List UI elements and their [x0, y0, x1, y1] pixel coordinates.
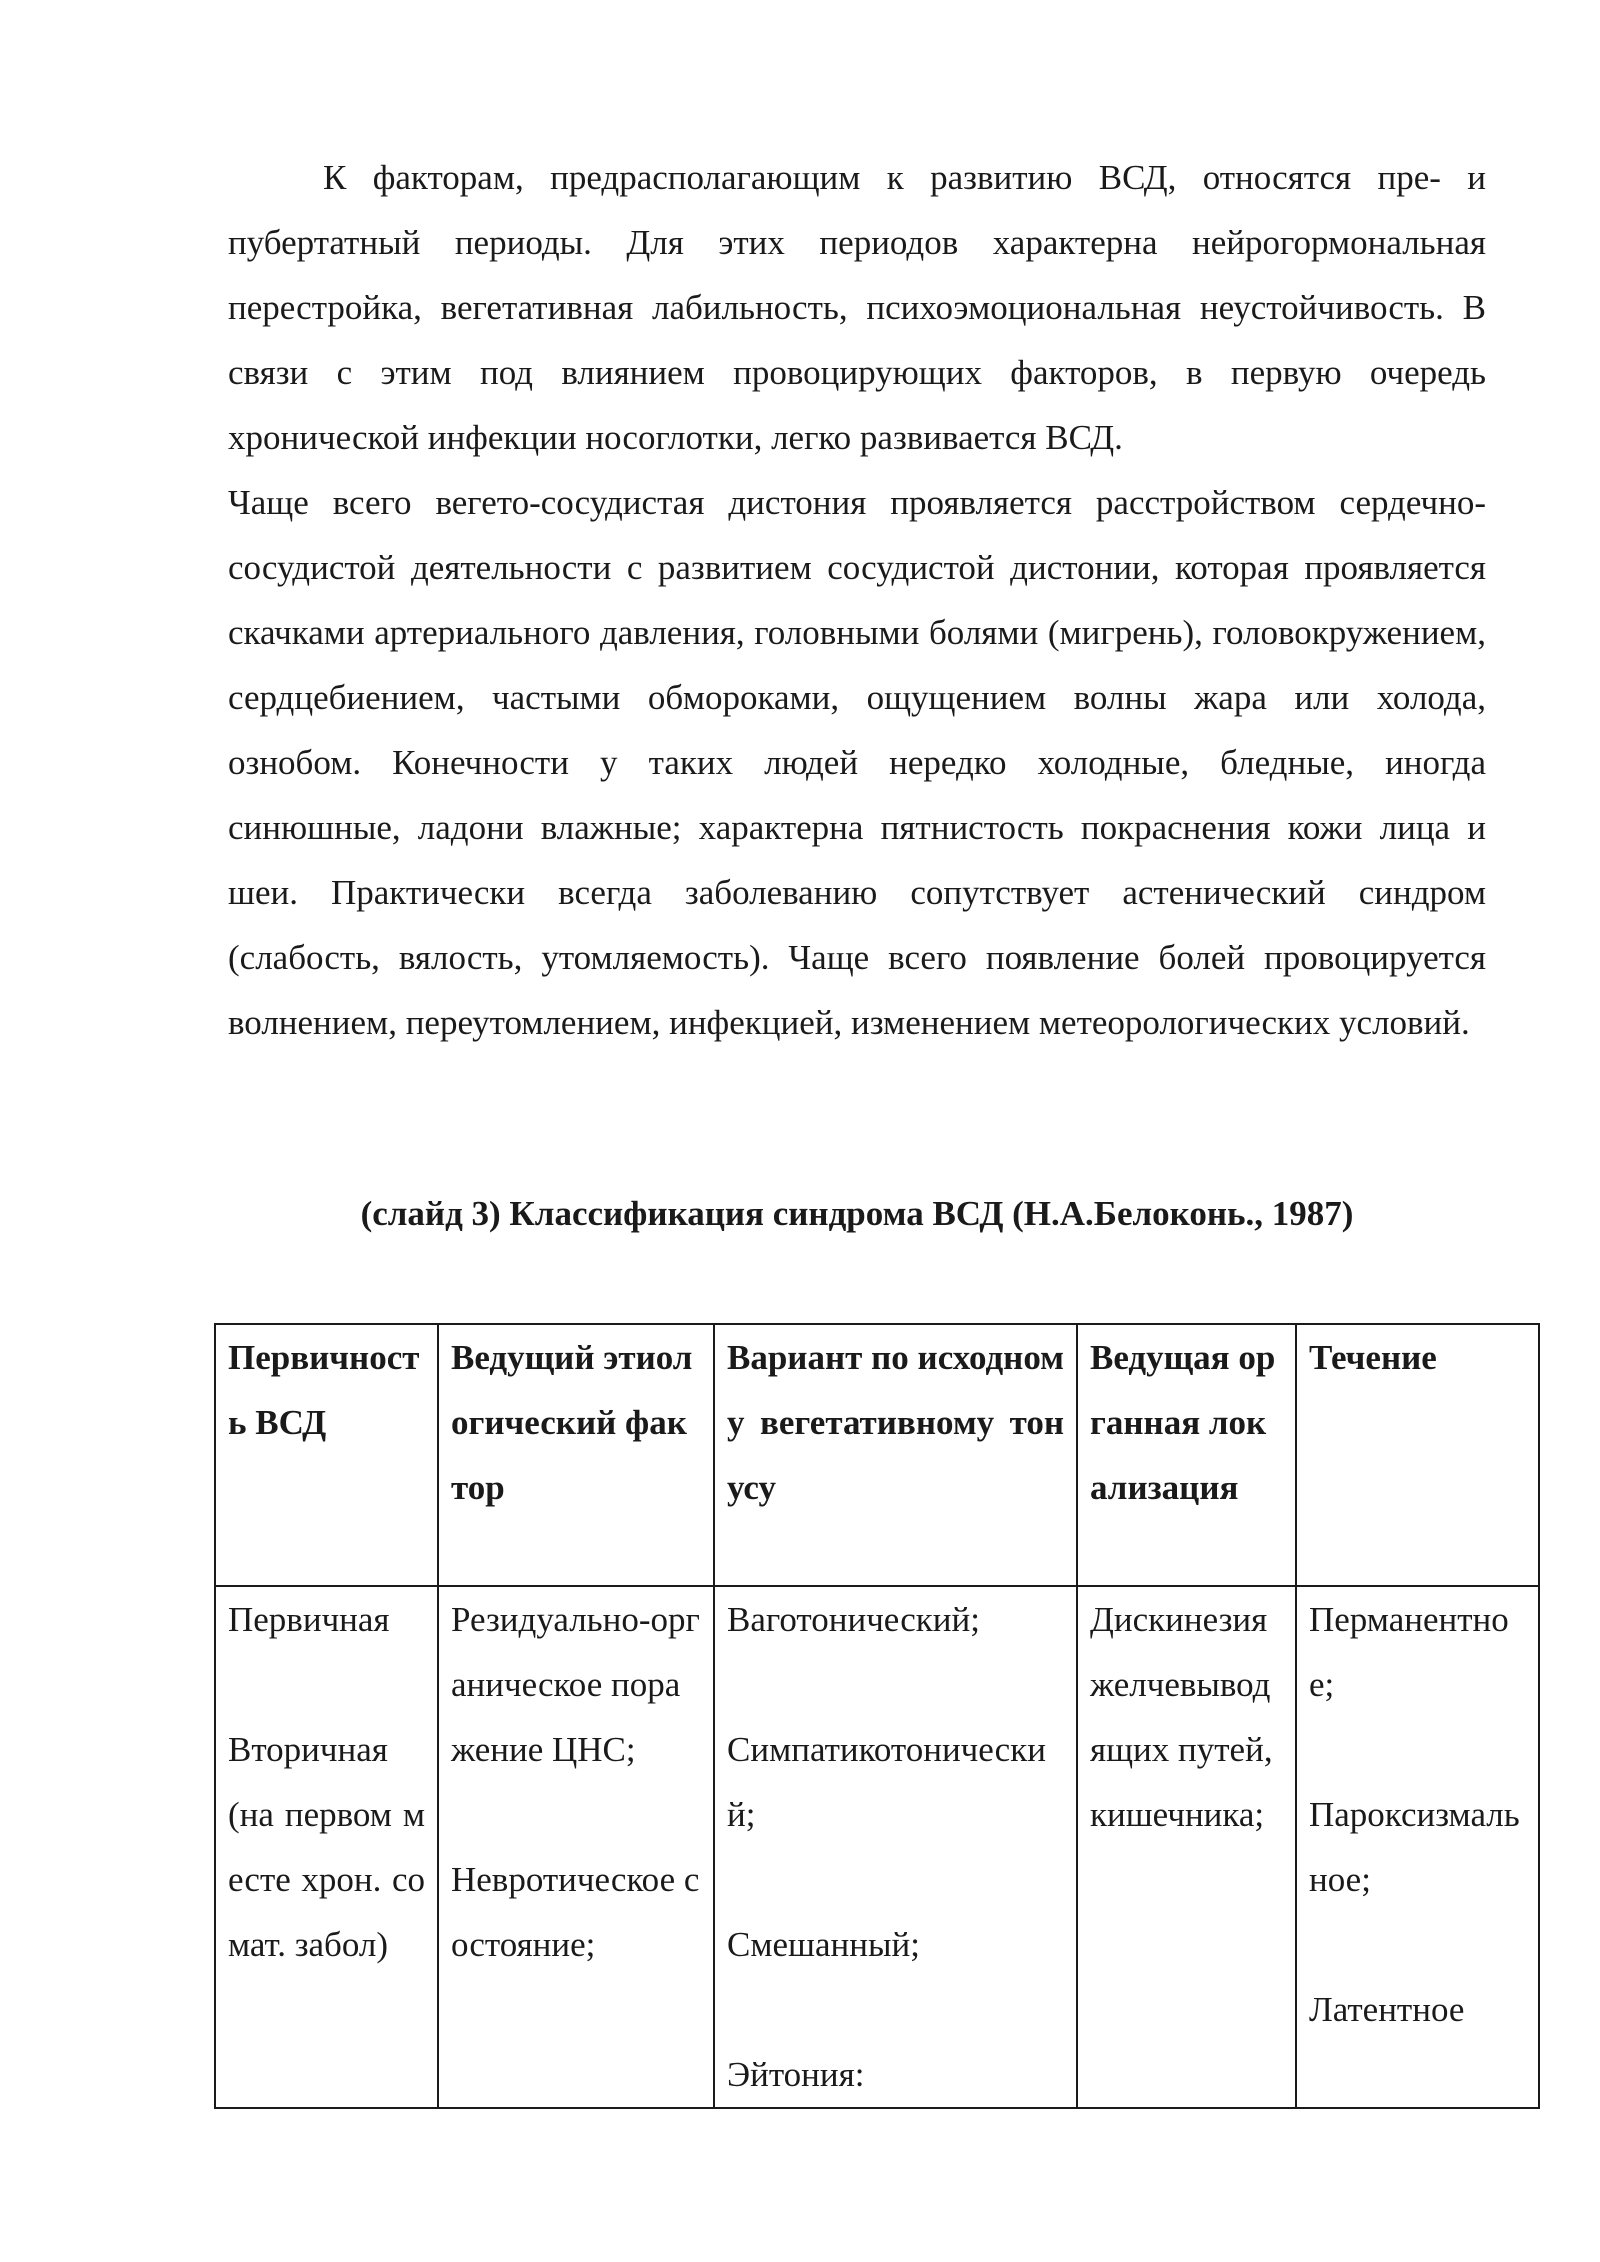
list-item: Резидуально-органическое поражение ЦНС; [451, 1600, 700, 1769]
list-item: Первичная [228, 1600, 390, 1639]
classification-heading: (слайд 3) Классификация синдрома ВСД (Н.А.Белоконь., 1987) [360, 1194, 1354, 1233]
list-item: Смешанный; [727, 1925, 920, 1964]
paragraph-risk-factors: К факторам, предрасполагающим к развитию ВСД, относятся пре- и пубертатный периоды. Для этих периодов характерна нейрогормональная перестройка, вегетативная лабильность, психоэмоциональная неустойчивость. В связи с этим под влиянием провоцирующих факторов, в первую очередь хронической инфекции носоглотки, легко развивается ВСД. [228, 158, 1486, 457]
table-row [215, 1586, 1539, 2108]
cell-course [1296, 1586, 1539, 2108]
list-item: Дискинезия желчевыводящих путей, кишечника; [1090, 1600, 1273, 1834]
list-item: Перманентное; [1309, 1600, 1509, 1704]
list-item: Невротическое состояние; [451, 1860, 700, 1964]
header-organ-localization: Ведущая органная локализация [1077, 1324, 1296, 1586]
header-etiology: Ведущий этиологический фактор [438, 1324, 714, 1586]
cell-tonus-variant [714, 1586, 1077, 2108]
cell-organ-localization [1077, 1586, 1296, 2108]
cell-etiology [438, 1586, 714, 2108]
list-item: Эйтония: [727, 2055, 865, 2094]
list-item: Латентное [1309, 1990, 1465, 2029]
list-item: Пароксизмальное; [1309, 1795, 1520, 1899]
paragraph-manifestations: Чаще всего вегето-сосудистая дистония проявляется расстройством сердечно-сосудистой деятельности с развитием сосудистой дистонии, которая проявляется скачками артериального давления, головными болями (мигрень), головокружением, сердцебиением, частыми обмороками, ощущением волны жара или холода, ознобом. Конечности у таких людей нередко холодные, бледные, иногда синюшные, ладони влажные; характерна пятнистость покраснения кожи лица и шеи. Практически всегда заболеванию сопутствует астенический синдром (слабость, вялость, утомляемость). Чаще всего появление болей провоцируется волнением, переутомлением, инфекцией, изменением метеорологических условий. [228, 483, 1486, 1042]
list-item: Ваготонический; [727, 1600, 980, 1639]
header-primary: Первичность ВСД [215, 1324, 438, 1586]
list-item: Вторичная (на первом месте хрон. сомат. забол) [228, 1730, 425, 1964]
cell-primary [215, 1586, 438, 2108]
header-course: Течение [1296, 1324, 1539, 1586]
table-header-row [215, 1324, 1539, 1586]
body-text [228, 145, 1486, 1055]
classification-table [214, 1323, 1540, 2109]
list-item: Симпатикотонический; [727, 1730, 1046, 1834]
header-tonus-variant: Вариант по исходному вегетативному тонусу [714, 1324, 1077, 1586]
